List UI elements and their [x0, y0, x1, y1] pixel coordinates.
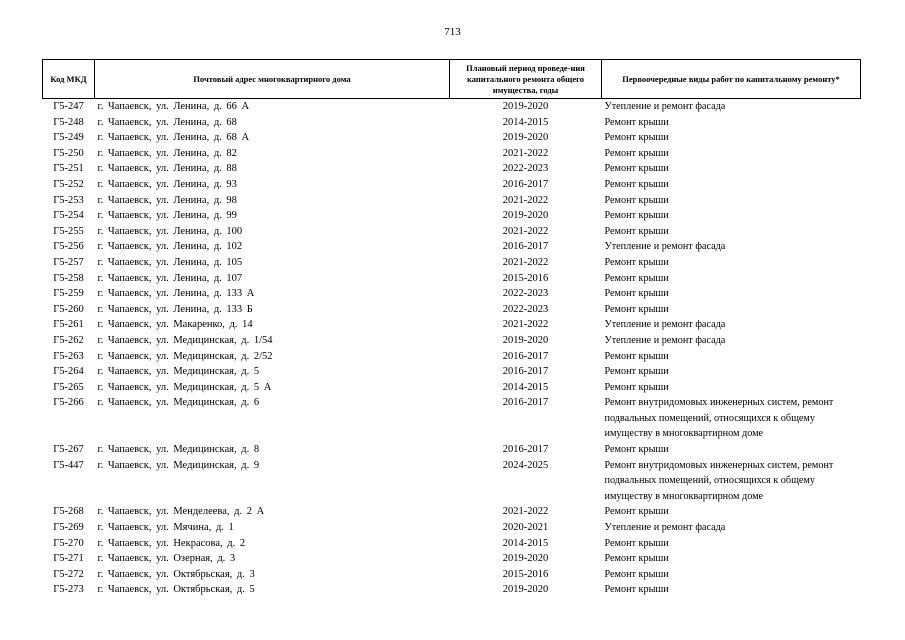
- cell-code: Г5-247: [53, 101, 84, 112]
- capital-repair-table: [42, 59, 861, 598]
- cell-works: Ремонт крыши: [604, 225, 669, 237]
- cell-address: г. Чапаевск, ул. Ленина, д. 82: [97, 147, 237, 159]
- cell-address: г. Чапаевск, ул. Ленина, д. 93: [97, 178, 237, 190]
- table-row: [43, 380, 861, 396]
- cell-period: 2016-2017: [502, 241, 549, 253]
- table-row: [43, 458, 861, 505]
- cell-works: Утепление и ремонт фасада: [604, 334, 726, 346]
- cell-code: Г5-267: [53, 444, 84, 456]
- table-row: [43, 536, 861, 552]
- cell-period: 2019-2020: [502, 132, 549, 144]
- table-row: [43, 177, 861, 193]
- cell-code: Г5-266: [53, 397, 84, 409]
- cell-code: Г5-257: [53, 256, 84, 268]
- table-row: [43, 146, 861, 162]
- table-row: [43, 349, 861, 365]
- cell-works: Ремонт крыши: [604, 381, 669, 393]
- cell-works: Ремонт крыши: [604, 537, 669, 549]
- cell-works: Утепление и ремонт фасада: [604, 101, 726, 112]
- cell-period: 2022-2023: [502, 288, 549, 300]
- cell-code: Г5-259: [53, 288, 84, 300]
- cell-works: Ремонт крыши: [604, 366, 669, 378]
- cell-address: г. Чапаевск, ул. Медицинская, д. 8: [97, 444, 260, 456]
- cell-code: Г5-263: [53, 350, 84, 362]
- table-row: [43, 442, 861, 458]
- cell-period: 2014-2015: [502, 381, 549, 393]
- table-row: [43, 224, 861, 240]
- cell-address: г. Чапаевск, ул. Мячина, д. 1: [97, 522, 234, 534]
- table-row: [43, 395, 861, 442]
- header-address: Почтовый адрес многоквартирного дома: [95, 60, 450, 99]
- cell-period: 2016-2017: [502, 350, 549, 362]
- cell-works: Ремонт крыши: [604, 194, 669, 206]
- cell-address: г. Чапаевск, ул. Ленина, д. 102: [97, 241, 243, 253]
- cell-period: 2024-2025: [502, 459, 549, 471]
- cell-period: 2022-2023: [502, 163, 549, 175]
- cell-code: Г5-271: [53, 553, 84, 565]
- cell-works: Ремонт крыши: [604, 132, 669, 144]
- cell-period: 2014-2015: [502, 537, 549, 549]
- header-code: Код МКД: [43, 60, 95, 99]
- cell-code: Г5-270: [53, 537, 84, 549]
- cell-code: Г5-262: [53, 334, 84, 346]
- table-body: [43, 99, 861, 599]
- table-row: [43, 255, 861, 271]
- cell-works: Ремонт крыши: [604, 350, 669, 362]
- cell-address: г. Чапаевск, ул. Ленина, д. 107: [97, 272, 243, 284]
- cell-works: Ремонт крыши: [604, 178, 669, 190]
- cell-works: Ремонт крыши: [604, 147, 669, 159]
- cell-works: Утепление и ремонт фасада: [604, 241, 726, 253]
- cell-works: Ремонт крыши: [604, 303, 669, 315]
- cell-period: 2019-2020: [502, 101, 549, 112]
- cell-period: 2021-2022: [502, 194, 549, 206]
- cell-works: Ремонт внутридомовых инженерных систем, ремонт подвальных помещений, относящихся к общему имуществу в многоквартирном доме: [604, 459, 834, 502]
- cell-works: Утепление и ремонт фасада: [604, 522, 726, 534]
- cell-address: г. Чапаевск, ул. Озерная, д. 3: [97, 553, 236, 565]
- cell-period: 2016-2017: [502, 444, 549, 456]
- table-header: [43, 60, 861, 99]
- cell-address: г. Чапаевск, ул. Менделеева, д. 2 А: [97, 506, 265, 518]
- cell-period: 2016-2017: [502, 366, 549, 378]
- cell-address: г. Чапаевск, ул. Медицинская, д. 9: [97, 459, 260, 471]
- cell-address: г. Чапаевск, ул. Медицинская, д. 1/54: [97, 334, 273, 346]
- cell-code: Г5-269: [53, 522, 84, 534]
- cell-works: Ремонт крыши: [604, 506, 669, 518]
- table-row: [43, 520, 861, 536]
- table-row: [43, 130, 861, 146]
- cell-period: 2019-2020: [502, 584, 549, 596]
- cell-period: 2019-2020: [502, 210, 549, 222]
- cell-works: Ремонт крыши: [604, 288, 669, 300]
- cell-address: г. Чапаевск, ул. Ленина, д. 66 А: [97, 101, 250, 112]
- cell-address: г. Чапаевск, ул. Ленина, д. 133 А: [97, 288, 255, 300]
- cell-works: Ремонт крыши: [604, 584, 669, 596]
- cell-address: г. Чапаевск, ул. Медицинская, д. 6: [97, 397, 260, 409]
- cell-works: Ремонт крыши: [604, 256, 669, 268]
- cell-works: Ремонт крыши: [604, 444, 669, 456]
- cell-address: г. Чапаевск, ул. Ленина, д. 68 А: [97, 132, 250, 144]
- cell-period: 2015-2016: [502, 568, 549, 580]
- cell-code: Г5-249: [53, 132, 84, 144]
- table-row: [43, 286, 861, 302]
- cell-works: Ремонт внутридомовых инженерных систем, ремонт подвальных помещений, относящихся к общему имуществу в многоквартирном доме: [604, 397, 834, 440]
- table-row: [43, 504, 861, 520]
- cell-works: Ремонт крыши: [604, 163, 669, 175]
- header-works: Первоочередные виды работ по капитальному ремонту*: [602, 60, 861, 99]
- cell-code: Г5-447: [53, 459, 84, 471]
- cell-code: Г5-255: [53, 225, 84, 237]
- cell-period: 2021-2022: [502, 147, 549, 159]
- cell-code: Г5-273: [53, 584, 84, 596]
- cell-works: Ремонт крыши: [604, 553, 669, 565]
- table-row: [43, 551, 861, 567]
- table-row: [43, 333, 861, 349]
- table-row: [43, 239, 861, 255]
- cell-address: г. Чапаевск, ул. Ленина, д. 99: [97, 210, 237, 222]
- cell-period: 2019-2020: [502, 553, 549, 565]
- table-row: [43, 193, 861, 209]
- cell-period: 2021-2022: [502, 256, 549, 268]
- cell-works: Утепление и ремонт фасада: [604, 319, 726, 331]
- cell-address: г. Чапаевск, ул. Ленина, д. 88: [97, 163, 237, 175]
- table-row: [43, 302, 861, 318]
- cell-address: г. Чапаевск, ул. Медицинская, д. 5 А: [97, 381, 272, 393]
- cell-code: Г5-253: [53, 194, 84, 206]
- cell-address: г. Чапаевск, ул. Ленина, д. 133 Б: [97, 303, 253, 315]
- table-row: [43, 271, 861, 287]
- page-number: 713: [444, 26, 461, 38]
- cell-period: 2021-2022: [502, 319, 549, 331]
- cell-code: Г5-254: [53, 210, 84, 222]
- header-period: Плановый период проведе-ния капитального ремонта общего имущества, годы: [450, 60, 602, 99]
- cell-code: Г5-261: [53, 319, 84, 331]
- cell-period: 2021-2022: [502, 225, 549, 237]
- cell-address: г. Чапаевск, ул. Медицинская, д. 5: [97, 366, 260, 378]
- cell-code: Г5-251: [53, 163, 84, 175]
- table-row: [43, 317, 861, 333]
- table-row: [43, 582, 861, 598]
- cell-period: 2021-2022: [502, 506, 549, 518]
- table-row: [43, 567, 861, 583]
- cell-works: Ремонт крыши: [604, 272, 669, 284]
- cell-code: Г5-248: [53, 116, 84, 128]
- cell-period: 2022-2023: [502, 303, 549, 315]
- cell-code: Г5-258: [53, 272, 84, 284]
- table-row: [43, 115, 861, 131]
- cell-works: Ремонт крыши: [604, 116, 669, 128]
- cell-code: Г5-252: [53, 178, 84, 190]
- cell-period: 2016-2017: [502, 178, 549, 190]
- cell-works: Ремонт крыши: [604, 210, 669, 222]
- cell-code: Г5-250: [53, 147, 84, 159]
- cell-address: г. Чапаевск, ул. Октябрьская, д. 5: [97, 584, 255, 596]
- cell-address: г. Чапаевск, ул. Октябрьская, д. 3: [97, 568, 255, 580]
- cell-works: Ремонт крыши: [604, 568, 669, 580]
- cell-code: Г5-256: [53, 241, 84, 253]
- cell-code: Г5-265: [53, 381, 84, 393]
- cell-address: г. Чапаевск, ул. Ленина, д. 105: [97, 256, 243, 268]
- cell-code: Г5-260: [53, 303, 84, 315]
- cell-address: г. Чапаевск, ул. Медицинская, д. 2/52: [97, 350, 273, 362]
- cell-code: Г5-268: [53, 506, 84, 518]
- cell-period: 2019-2020: [502, 334, 549, 346]
- table-row: [43, 208, 861, 224]
- cell-code: Г5-264: [53, 366, 84, 378]
- table-row: [43, 99, 861, 115]
- table-row: [43, 364, 861, 380]
- cell-address: г. Чапаевск, ул. Ленина, д. 68: [97, 116, 237, 128]
- cell-address: г. Чапаевск, ул. Ленина, д. 100: [97, 225, 243, 237]
- cell-period: 2015-2016: [502, 272, 549, 284]
- table-row: [43, 161, 861, 177]
- cell-address: г. Чапаевск, ул. Макаренко, д. 14: [97, 319, 253, 331]
- cell-period: 2020-2021: [502, 522, 549, 534]
- cell-period: 2014-2015: [502, 116, 549, 128]
- cell-address: г. Чапаевск, ул. Некрасова, д. 2: [97, 537, 246, 549]
- cell-code: Г5-272: [53, 568, 84, 580]
- cell-address: г. Чапаевск, ул. Ленина, д. 98: [97, 194, 237, 206]
- cell-period: 2016-2017: [502, 397, 549, 409]
